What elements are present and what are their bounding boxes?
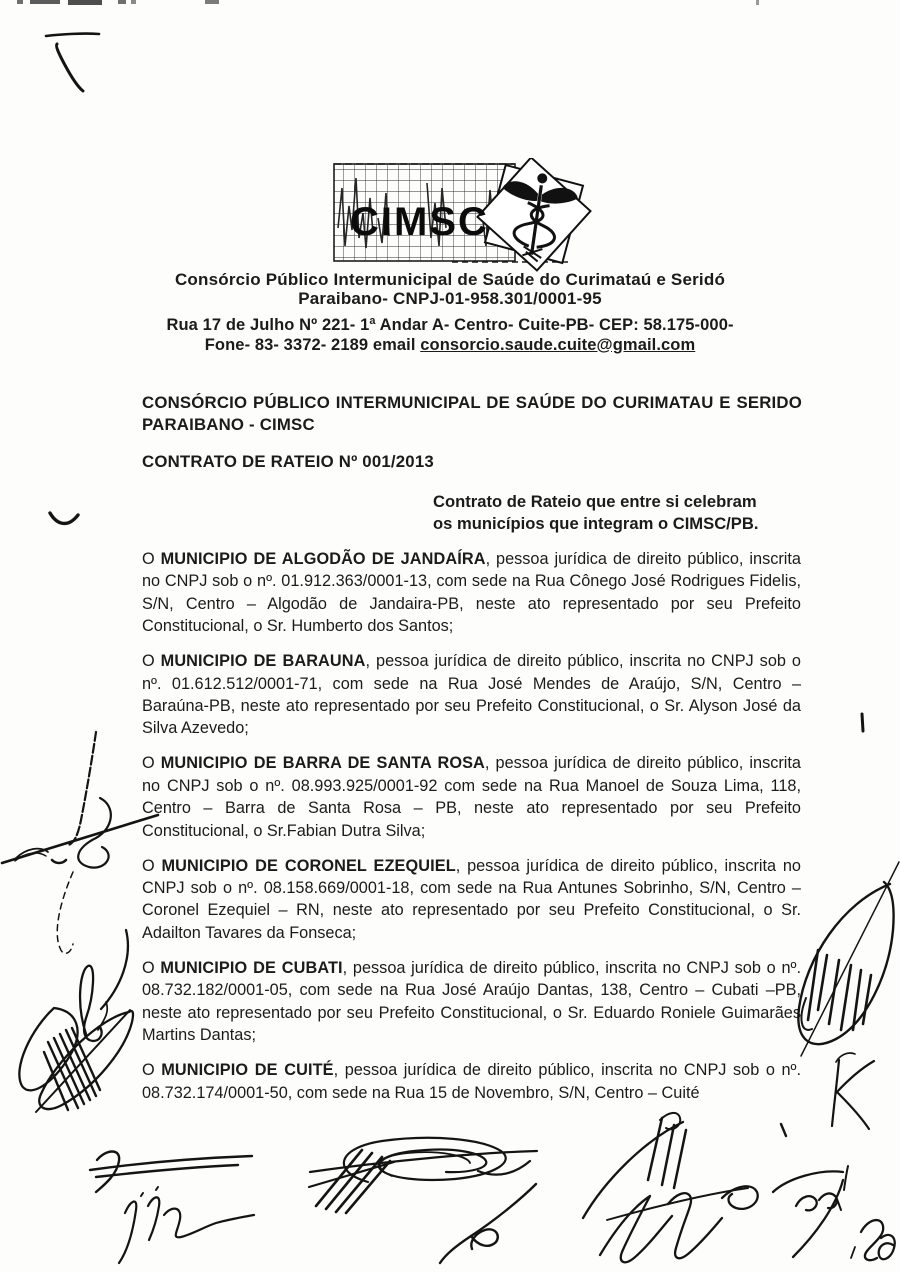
paragraph-prefix: O [142, 652, 161, 671]
signature-hatch-bottom-3 [309, 1150, 394, 1213]
signature-final-bottom-8 [851, 1220, 895, 1260]
scan-artifacts-top [0, 0, 900, 12]
citation-line1: Contrato de Rateio que entre si celebram [433, 492, 757, 511]
signature-hook-bottom-5 [440, 1184, 536, 1263]
paragraph-text: , pessoa jurídica de direito público, inscrita no CNPJ sob o nº. 01.912.363/0001-13, com sede na Rua Cônego José Rodrigues Fidelis, S/N, Centro – Algodão de Jandaira-PB, neste ato representado por seu Prefeito Constitucional, o Sr. Humberto dos Santos; [142, 550, 801, 636]
paragraph-text: , pessoa jurídica de direito público, inscrita no CNPJ sob o nº. 01.612.512/0001-71, com sede na Rua José Mendes de Araújo, S/N, Centro – Baraúna-PB, neste ato representado por seu Prefeito Constitucional, o Sr. Alyson José da Silva Azevedo; [142, 652, 801, 738]
paragraph-text: , pessoa jurídica de direito público, inscrita no CNPJ sob o nº. 08.993.925/0001-92 com sede na Rua Manoel de Souza Lima, 118, Centro – Barra de Santa Rosa – PB, neste ato representado por seu Prefeito Constitucional, o Sr.Fabian Dutra Silva; [142, 754, 801, 840]
party-paragraph-barra-de-santa-rosa [142, 752, 801, 842]
paragraph-text: , pessoa jurídica de direito público, inscrita no CNPJ sob o nº. 08.158.669/0001-18, com sede na Rua Antunes Sobrinho, S/N, Centro – Coronel Ezequiel – RN, neste ato representado por seu Prefeito Constitucional, o Sr. Adailton Tavares da Fonseca; [142, 856, 801, 942]
paragraph-prefix: O [142, 1061, 162, 1080]
handwritten-curve-left-margin [50, 513, 78, 523]
party-paragraph-algodao [142, 548, 801, 638]
contract-body [142, 548, 801, 1117]
paragraph-prefix: O [142, 550, 161, 568]
municipality-name: MUNICIPIO DE BARRA DE SANTA ROSA [160, 754, 485, 773]
document-title: CONSÓRCIO PÚBLICO INTERMUNICIPAL DE SAÚDE DO CURIMATAU E SERIDO PARAIBANO - CIMSC [142, 393, 802, 434]
signature-swirl-bottom-4 [310, 1138, 537, 1182]
municipality-name: MUNICIPIO DE ALGODÃO DE JANDAÍRA [160, 550, 486, 568]
citation-line2: os municípios que integram o CIMSC/PB. [433, 513, 759, 533]
ink-speck [781, 1124, 786, 1136]
handwritten-signature-left-margin-upper [2, 732, 158, 953]
org-address-line: Rua 17 de Julho Nº 221- 1ª Andar A- Centro- Cuite-PB- CEP: 58.175-000- [166, 316, 734, 334]
org-address-block [0, 316, 900, 355]
handwritten-signature-right-margin [798, 862, 899, 1056]
signature-circles-scribble-bottom-1 [90, 1146, 252, 1192]
party-paragraph-barauna [142, 650, 801, 740]
phone-email-prefix: Fone- 83- 3372- 2189 email [204, 335, 421, 354]
org-name-block [0, 270, 900, 308]
handwritten-signature-left-margin-lower [19, 930, 133, 1112]
handwritten-check-mark-top-left [46, 34, 99, 91]
signature-loop-bottom-7 [773, 1166, 848, 1257]
party-paragraph-coronel-ezequiel [142, 855, 801, 945]
scan-tick-right [862, 714, 863, 731]
contract-citation [433, 491, 805, 534]
paragraph-prefix: O [142, 754, 161, 773]
org-name-line2: Paraibano- CNPJ-01-958.301/0001-95 [298, 289, 602, 308]
signature-flourish-bottom-6 [583, 1113, 758, 1262]
org-name-line1: Consórcio Público Intermunicipal de Saúde do Curimataú e Seridó [174, 270, 726, 289]
handwritten-k-mark-right-margin [832, 1053, 874, 1129]
party-paragraph-cuite [142, 1059, 801, 1104]
paragraph-text: , pessoa jurídica de direito público, inscrita no CNPJ sob o nº. 08.732.182/0001-05, com sede na Rua José Araújo Dantas, 138, Centro – Cubati –PB, neste ato representado por seu Prefeito Constitucional, o Sr. Eduardo Roniele Guimarães Martins Dantas; [142, 958, 801, 1045]
logo-text: CIMSC [350, 200, 489, 244]
signature-cursive-bottom-2 [119, 1187, 254, 1263]
paragraph-prefix: O [142, 856, 162, 875]
municipality-name: MUNICIPIO DE CUBATI [160, 958, 343, 977]
contract-number: CONTRATO DE RATEIO Nº 001/2013 [142, 452, 434, 471]
org-email: consorcio.saude.cuite@gmail.com [420, 335, 696, 354]
org-logo [332, 158, 622, 276]
municipality-name: MUNICIPIO DE BARAUNA [160, 652, 366, 671]
party-paragraph-cubati [142, 957, 801, 1047]
paragraph-prefix: O [142, 958, 161, 977]
org-contact-line [0, 336, 900, 356]
municipality-name: MUNICIPIO DE CORONEL EZEQUIEL [161, 856, 456, 875]
municipality-name: MUNICIPIO DE CUITÉ [161, 1061, 334, 1080]
paragraph-text: , pessoa jurídica de direito público, inscrita no CNPJ sob o nº. 08.732.174/0001-50, com sede na Rua 15 de Novembro, S/N, Centro – Cuité [142, 1061, 801, 1102]
